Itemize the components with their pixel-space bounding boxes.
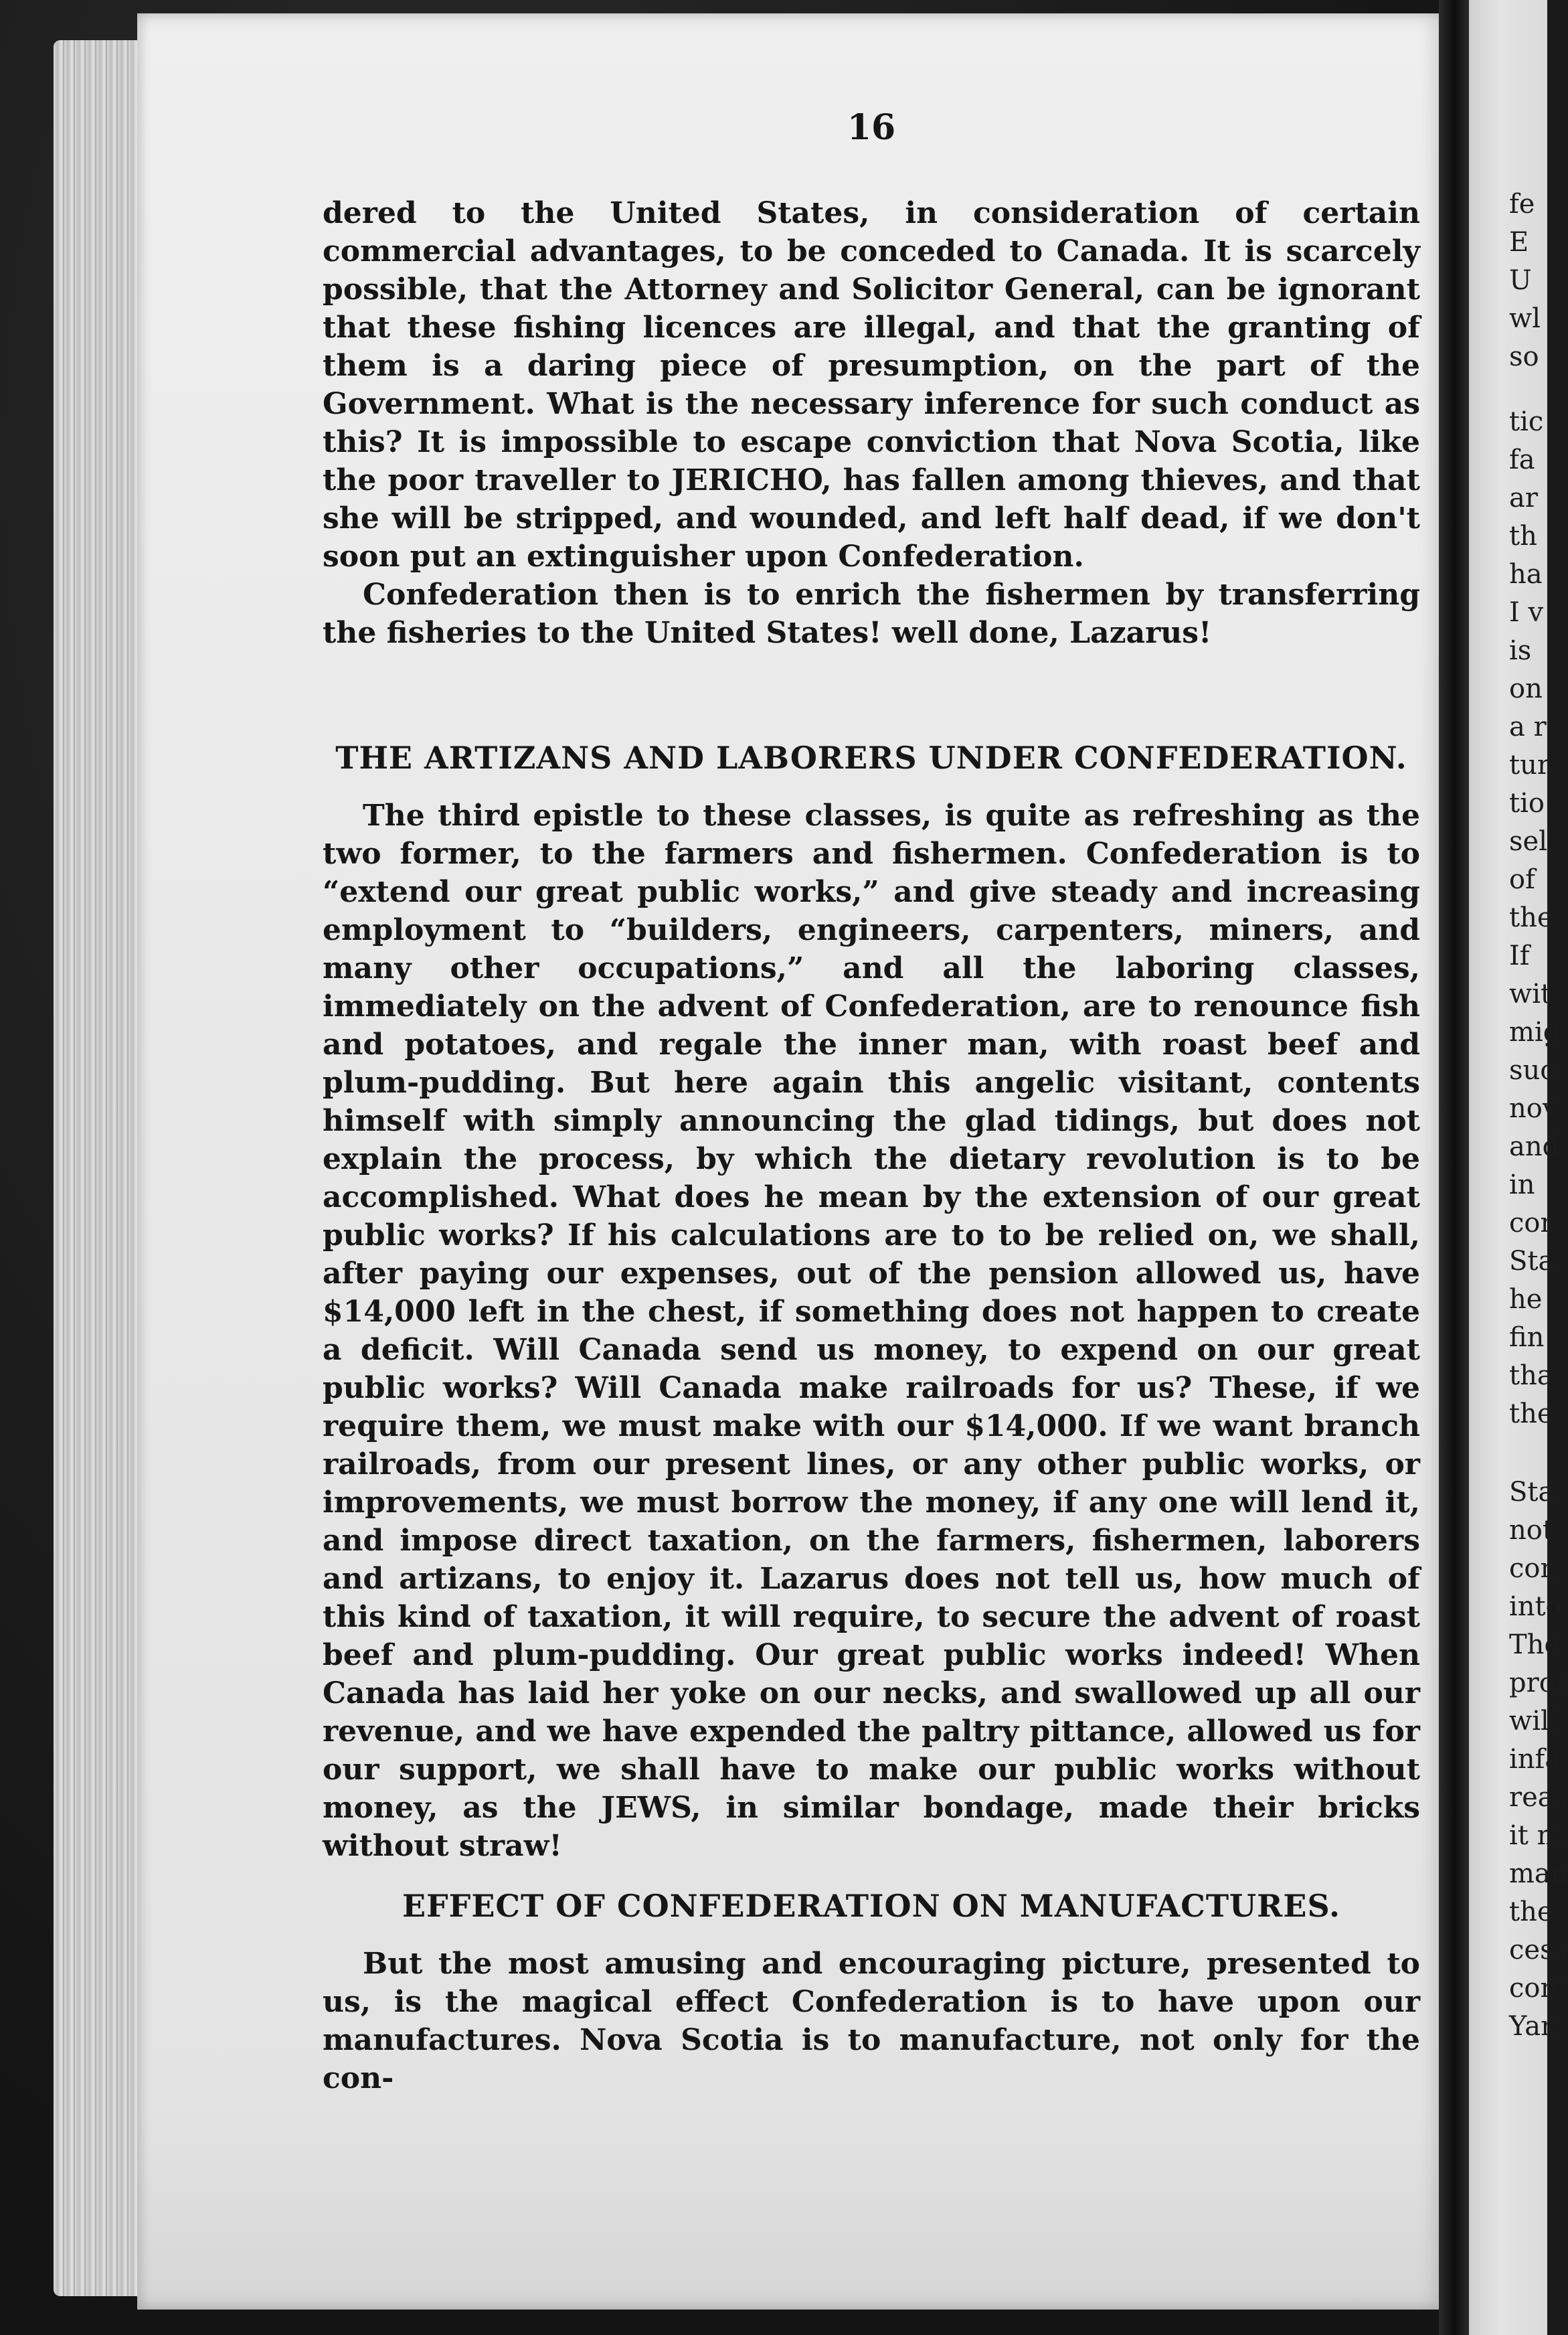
right-page-text-fragment: If [1509, 941, 1530, 971]
section-heading-manufactures: EFFECT OF CONFEDERATION ON MANUFACTURES. [402, 1888, 1341, 1924]
right-page-text-fragment: wl [1509, 303, 1541, 334]
right-page-text-fragment: sel [1509, 826, 1547, 857]
right-page-text-fragment: Yan [1509, 2011, 1558, 2042]
paragraph-lazarus: Confederation then is to enrich the fishermen by transferring the fisheries to the United States! well done, Lazarus! [323, 578, 1420, 650]
right-page-text-fragment: The [1509, 1629, 1561, 1660]
right-page-text-fragment: will [1509, 1706, 1558, 1737]
right-page-text-fragment: infa [1509, 1744, 1561, 1775]
right-page-fragment [1469, 0, 1568, 2335]
right-page-text-fragment: is [1509, 635, 1532, 666]
right-page-text-fragment: prot [1509, 1668, 1566, 1698]
right-page-text-fragment: on [1509, 673, 1543, 704]
right-page-text-fragment: ar [1509, 483, 1538, 513]
right-page-text-fragment: con [1509, 1208, 1558, 1238]
right-page-text-fragment: con [1509, 1553, 1558, 1584]
right-page-text-fragment: and [1509, 1131, 1560, 1162]
right-page-text-fragment: tha [1509, 1360, 1553, 1391]
section-heading-artizans: THE ARTIZANS AND LABORERS UNDER CONFEDERATION. [335, 740, 1407, 776]
right-page-text-fragment: suc [1509, 1055, 1555, 1086]
right-page-text-fragment: the [1509, 1897, 1553, 1927]
right-page-text-fragment: a r [1509, 712, 1547, 742]
right-page-text-fragment: fa [1509, 445, 1535, 475]
right-page-text-fragment: Sta [1509, 1477, 1555, 1508]
right-page-text-fragment: conf [1509, 1973, 1568, 2004]
right-page-text-fragment: into [1509, 1591, 1562, 1622]
right-page-text-fragment: tic [1509, 406, 1544, 437]
right-page-text-fragment: tio [1509, 788, 1545, 819]
right-page-text-fragment: so [1509, 341, 1539, 372]
right-page-text-fragment: U [1509, 265, 1532, 296]
page-number: 16 [847, 107, 896, 148]
right-page-text-fragment: it m [1509, 1820, 1563, 1851]
right-page-text-fragment: ha [1509, 559, 1543, 590]
book-gutter [1439, 0, 1471, 2335]
right-page-text-fragment: of [1509, 864, 1535, 895]
right-page-text-fragment: th [1509, 521, 1537, 552]
right-page-text-fragment: he [1509, 1284, 1543, 1315]
right-page-text-fragment: nov [1509, 1093, 1558, 1124]
right-page-text-fragment: tur [1509, 750, 1550, 781]
right-page-text-fragment: cess [1509, 1935, 1568, 1965]
right-page-text-fragment: not [1509, 1515, 1553, 1546]
paragraph-continued: dered to the United States, in consideration of certain commercial advantages, to be conceded to Canada. It is scarcely possible, that the Attorney and Solicitor General, can be ignorant that these fishing licences are illegal, and that the granting of them is a daring piece of presumption, on the part of the Government. What is the necessary inference for such conduct as this? It is impossible to escape conviction that Nova Scotia, like the poor traveller to JERICHO, has fallen among thieves, and that she will be stripped, and wounded, and left half dead, if we don't soon put an extinguisher upon Confederation. [323, 196, 1420, 574]
right-page-text-fragment: the [1509, 902, 1553, 933]
right-page-text-fragment: wit [1509, 979, 1552, 1010]
right-page-text-fragment: in [1509, 1170, 1535, 1200]
right-page-text-fragment: reas [1509, 1782, 1568, 1813]
right-page-text-fragment: the [1509, 1398, 1553, 1429]
right-page-text-fragment: fe [1509, 189, 1535, 220]
right-page-text-fragment: E [1509, 227, 1529, 258]
right-page-text-fragment: Sta [1509, 1246, 1555, 1277]
page-shadow [137, 2109, 1449, 2310]
section-body-manufactures: But the most amusing and encouraging picture, presented to us, is the magical effect Confederation is to have upon our manufactures. Nova Scotia is to manufacture, not only for the con- [323, 1947, 1420, 2095]
right-page-text-fragment: mig [1509, 1017, 1561, 1048]
section-body-artizans: The third epistle to these classes, is quite as refreshing as the two former, to the farmers and fishermen. Confederation is to “extend our great public works,” and give steady and increasing employment to “builders, engineers, carpenters, miners, and many other occupations,” and all the laboring classes, immediately on the advent of Confederation, are to renounce fish and potatoes, and regale the inner man, with roast beef and plum-pudding. But here again this angelic visitant, contents himself with simply announcing the glad tidings, but does not explain the process, by which the dietary revolution is to be accomplished. What does he mean by the extension of our great public works? If his calculations are to to be relied on, we shall, after paying our expenses, out of the pension allowed us, have $14,000 left in the chest, if something does not happen to create a deficit. Will Canada send us money, to expend on our great public works? Will Canada make railroads for us? These, if we require them, we must make with our $14,000. If we want branch railroads, from our present lines, or any other public works, or improvements, we must borrow the money, if any one will lend it, and impose direct taxation, on the farmers, fishermen, laborers and artizans, to enjoy it. Lazarus does not tell us, how much of this kind of taxation, it will require, to secure the advent of roast beef and plum-pudding. Our great public works indeed! When Canada has laid her yoke on our necks, and swallowed up all our revenue, and we have expended the paltry pittance, allowed us for our support, we shall have to make our public works without money, as the JEWS, in similar bondage, made their bricks without straw! [323, 799, 1420, 1863]
right-page-text-fragment: fin [1509, 1322, 1545, 1353]
right-page-text-fragment: I v [1509, 597, 1544, 628]
right-page-text-fragment: man [1509, 1858, 1568, 1889]
